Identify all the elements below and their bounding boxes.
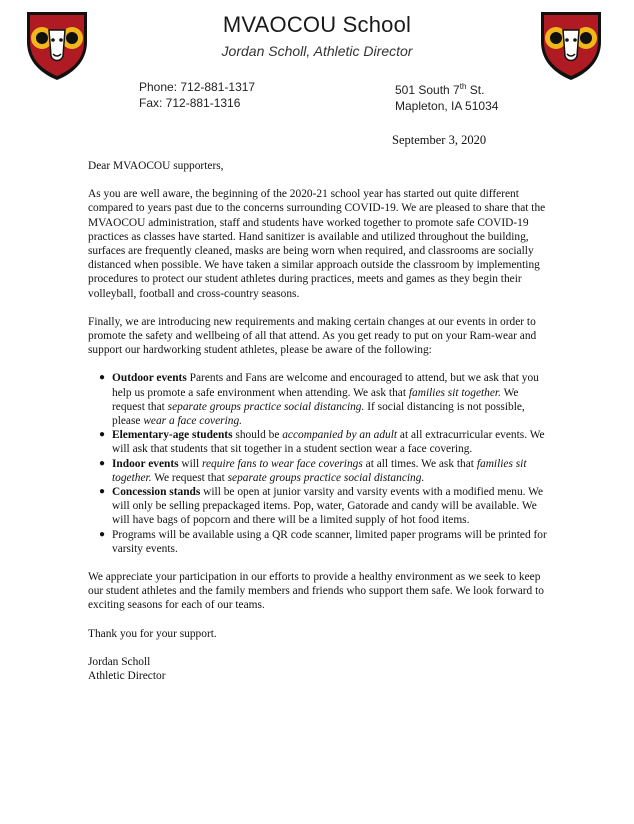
list-item-concession-stands: ● Concession stands will be open at junior varsity and varsity events with a modified menu. We will only be selling prepackaged items. Pop, water, Gatorade and candy will be available. We will have bags of popcorn and there will be a limited supply of hot food items. <box>99 486 544 527</box>
letter-date: September 3, 2020 <box>392 133 487 147</box>
fax-number: Fax: 712-881-1316 <box>139 96 241 110</box>
list-item-elementary-students: ● Elementary-age students should be accompanied by an adult at all extracurricular events. We will ask that students that sit together in a student section wear a face covering. <box>99 429 545 456</box>
contact-phone-fax <box>139 79 255 111</box>
phone-number: Phone: 712-881-1317 <box>139 80 256 94</box>
bullet-icon: ● <box>99 372 106 384</box>
bullet-icon: ● <box>99 457 106 469</box>
bullet-icon: ● <box>99 429 106 441</box>
bullet-icon: ● <box>99 486 106 498</box>
list-item-outdoor-events: ● Outdoor events Parents and Fans are welcome and encouraged to attend, but we ask that you help us promote a safe environment when attending. We ask that families sit together. We request that separate groups practice social distancing. If social distancing is not possible, please wear a face covering. <box>99 372 539 428</box>
paragraph-requirements: Finally, we are introducing new requirements and making certain changes at our events in order to promote the safety and wellbeing of all that attend. As you get ready to put on your Ram-wear and support our hardworking student athletes, please be aware of the following: <box>88 315 537 357</box>
list-item-indoor-events: ● Indoor events will require fans to wear face coverings at all times. We ask that families sit together. We request that separate groups practice social distancing. <box>99 457 527 484</box>
signature-name: Jordan Scholl <box>88 655 151 668</box>
director-subtitle: Jordan Scholl, Athletic Director <box>221 43 413 59</box>
letter-body <box>88 159 548 683</box>
list-item-programs: ● Programs will be available using a QR code scanner, limited paper programs will be printed for varsity events. <box>99 528 547 555</box>
paragraph-intro: As you are well aware, the beginning of the 2020-21 school year has started out quite different compared to years past due to the concerns surrounding COVID-19. We are pleased to share that the MVAOCOU administration, staff and students have worked together to promote safe COVID-19 practices as classes have started. Hand sanitizer is available and utilized throughout the building, surfaces are frequently cleaned, masks are being worn when required, and classrooms are socially distanced when possible. We have taken a similar approach outside the classroom by implementing procedures to protect our student athletes during practices, meets and games as they begin their volleyball, football and cross-country seasons. <box>88 188 546 300</box>
guidelines-list <box>88 371 548 556</box>
school-name: MVAOCOU School <box>222 12 412 37</box>
city-state-zip: Mapleton, IA 51034 <box>395 99 499 113</box>
signature-title: Athletic Director <box>88 670 166 683</box>
street-address: 501 South 7th St. <box>395 82 485 97</box>
salutation: Dear MVAOCOU supporters, <box>88 160 224 172</box>
paragraph-closing: We appreciate your participation in our efforts to provide a healthy environment as we seek to keep our student athletes and the family members and friends who support them safe. We look forward to exciting seasons for each of our teams. <box>88 571 544 612</box>
contact-address <box>395 79 498 114</box>
bullet-icon: ● <box>99 528 106 540</box>
thank-you-line: Thank you for your support. <box>88 627 217 640</box>
signature-block <box>88 655 548 683</box>
